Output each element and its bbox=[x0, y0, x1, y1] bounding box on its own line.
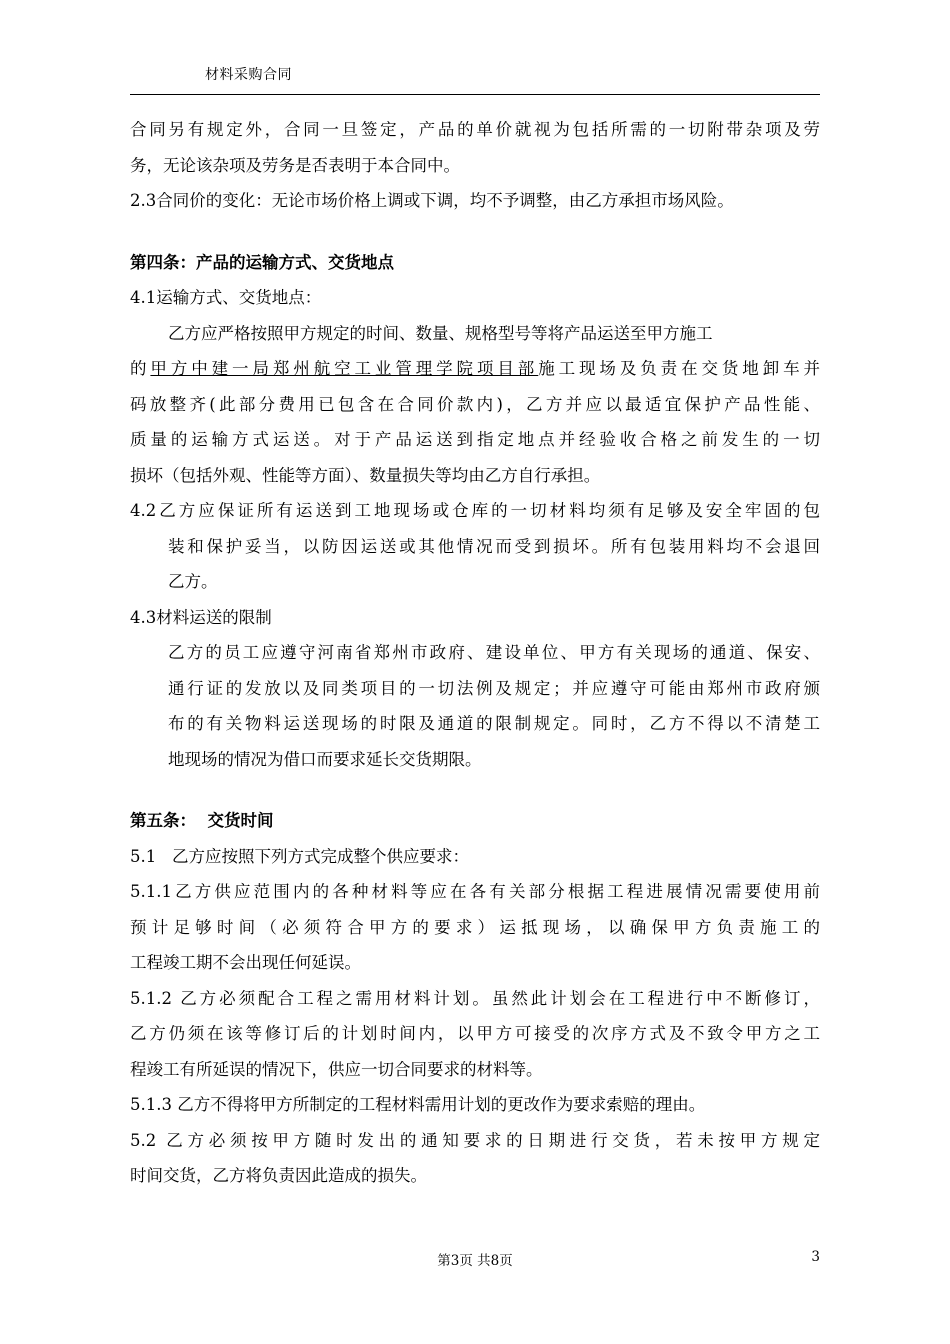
clause-4-3-line: 布的有关物料运送现场的时限及通道的限制规定。同时，乙方不得以不清楚工 bbox=[168, 714, 820, 733]
clause-4-3-line: 乙方的员工应遵守河南省郑州市政府、建设单位、甲方有关现场的通道、保安、 bbox=[168, 643, 820, 662]
paragraph-line: 合同另有规定外，合同一旦签定，产品的单价就视为包括所需的一切附带杂项及劳 bbox=[130, 120, 820, 139]
spacer bbox=[130, 219, 820, 245]
text-run: 的 bbox=[130, 359, 151, 378]
clause-2-3: 2.3合同价的变化：无论市场价格上调或下调，均不予调整，由乙方承担市场风险。 bbox=[130, 191, 734, 210]
clause-5-1-2-line: 5.1.2 乙方必须配合工程之需用材料计划。虽然此计划会在工程进行中不断修订， bbox=[130, 988, 820, 1008]
clause-4-2-line: 4.2乙方应保证所有运送到工地现场或仓库的一切材料均须有足够及安全牢固的包 bbox=[130, 501, 820, 520]
clause-4-3-line: 地现场的情况为借口而要求延长交货期限。 bbox=[168, 749, 482, 769]
clause-4-1-line: 质量的运输方式运送。对于产品运送到指定地点并经验收合格之前发生的一切 bbox=[130, 430, 820, 449]
article-5-heading: 第五条： 交货时间 bbox=[130, 811, 274, 830]
clause-4-1-line bbox=[130, 351, 820, 387]
footer-page-info: 第3页 共8页 bbox=[437, 1253, 513, 1269]
clause-5-2-line: 5.2 乙方必须按甲方随时发出的通知要求的日期进行交货，若未按甲方规定 bbox=[130, 1130, 820, 1150]
clause-5-1: 5.1 乙方应按照下列方式完成整个供应要求： bbox=[130, 846, 469, 866]
clause-5-1-2-line: 程竣工有所延误的情况下，供应一切合同要求的材料等。 bbox=[130, 1059, 543, 1079]
footer-page-number: 3 bbox=[811, 1249, 820, 1265]
header-divider bbox=[130, 94, 820, 95]
project-name-underlined: 甲方中建一局郑州航空工业管理学院项目部 bbox=[150, 359, 539, 378]
header-title: 材料采购合同 bbox=[205, 67, 292, 83]
clause-4-3-title: 4.3材料运送的限制 bbox=[130, 607, 272, 627]
paragraph-line: 务，无论该杂项及劳务是否表明于本合同中。 bbox=[130, 155, 460, 175]
clause-4-1-line: 损坏（包括外观、性能等方面）、数量损失等均由乙方自行承担。 bbox=[130, 465, 601, 485]
clause-4-1-line: 乙方应严格按照甲方规定的时间、数量、规格型号等将产品运送至甲方施工 bbox=[168, 323, 713, 343]
clause-4-2-line: 装和保护妥当，以防因运送或其他情况而受到损坏。所有包装用料均不会退回 bbox=[168, 536, 820, 556]
clause-5-1-1-line: 5.1.1乙方供应范围内的各种材料等应在各有关部分根据工程进展情况需要使用前 bbox=[130, 882, 820, 901]
clause-4-1-line: 码放整齐(此部分费用已包含在合同价款内)，乙方并应以最适宜保护产品性能、 bbox=[130, 394, 820, 414]
clause-4-3-line: 通行证的发放以及同类项目的一切法例及规定；并应遵守可能由郑州市政府颁 bbox=[168, 678, 820, 698]
clause-5-2-line: 时间交货，乙方将负责因此造成的损失。 bbox=[130, 1166, 427, 1185]
clause-5-1-1-line: 工程竣工期不会出现任何延误。 bbox=[130, 953, 361, 972]
clause-4-1-title: 4.1运输方式、交货地点： bbox=[130, 288, 322, 307]
document-body bbox=[130, 112, 820, 1194]
spacer bbox=[130, 777, 820, 803]
clause-4-2-line: 乙方。 bbox=[168, 572, 218, 591]
clause-5-1-3: 5.1.3 乙方不得将甲方所制定的工程材料需用计划的更改作为要求索赔的理由。 bbox=[130, 1095, 706, 1114]
clause-5-1-1-line: 预计足够时间（必须符合甲方的要求）运抵现场，以确保甲方负责施工的 bbox=[130, 917, 820, 937]
article-4-heading: 第四条：产品的运输方式、交货地点 bbox=[130, 252, 394, 272]
clause-5-1-2-line: 乙方仍须在该等修订后的计划时间内，以甲方可接受的次序方式及不致令甲方之工 bbox=[130, 1024, 820, 1043]
text-run: 施工现场及负责在交货地卸车并 bbox=[538, 359, 821, 378]
